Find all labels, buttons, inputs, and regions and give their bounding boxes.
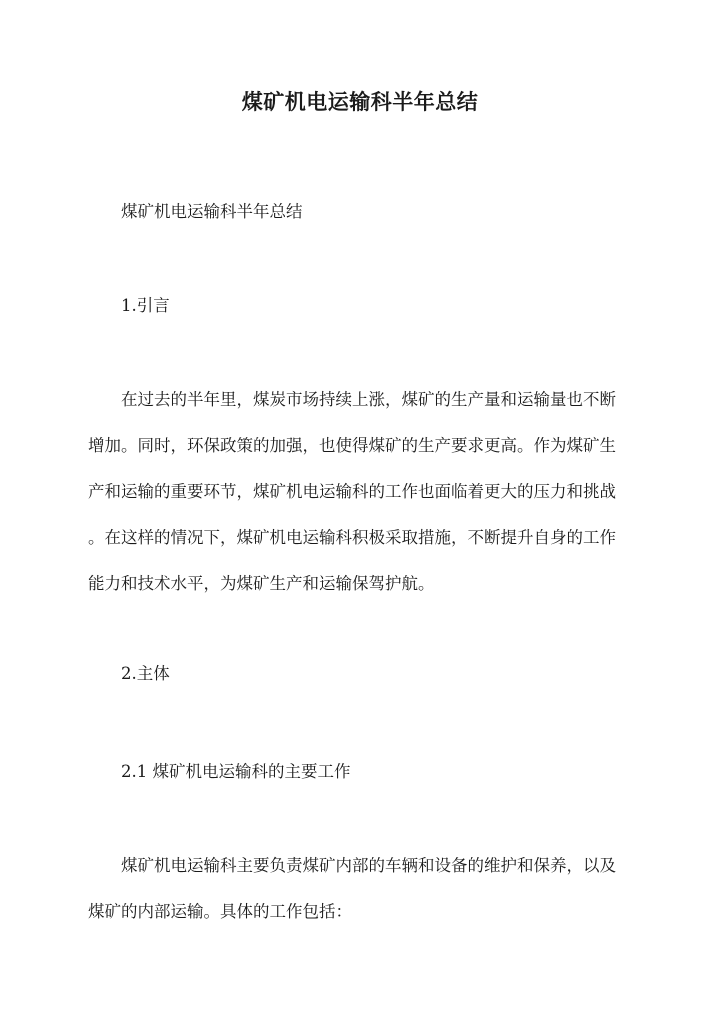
work-paragraph-line: 煤矿机电运输科主要负责煤矿内部的车辆和设备的维护和保养，以及 <box>121 856 616 875</box>
intro-paragraph-line: 。在这样的情况下，煤矿机电运输科积极采取措施，不断提升自身的工作 <box>88 528 616 547</box>
subsection-heading-main-work: 2.1 煤矿机电运输科的主要工作 <box>121 762 351 781</box>
intro-paragraph-line: 产和运输的重要环节，煤矿机电运输科的工作也面临着更大的压力和挑战 <box>88 482 616 501</box>
section-heading-main: 2.主体 <box>121 664 170 683</box>
intro-paragraph-line: 增加。同时，环保政策的加强，也使得煤矿的生产要求更高。作为煤矿生 <box>88 436 616 455</box>
work-paragraph-line: 煤矿的内部运输。具体的工作包括： <box>88 902 352 921</box>
section-heading-intro: 1.引言 <box>121 296 170 315</box>
intro-paragraph-line: 在过去的半年里，煤炭市场持续上涨，煤矿的生产量和运输量也不断 <box>121 390 616 409</box>
document-title: 煤矿机电运输科半年总结 <box>241 89 479 114</box>
document-subtitle: 煤矿机电运输科半年总结 <box>121 202 303 221</box>
intro-paragraph-line: 能力和技术水平，为煤矿生产和运输保驾护航。 <box>88 574 435 593</box>
